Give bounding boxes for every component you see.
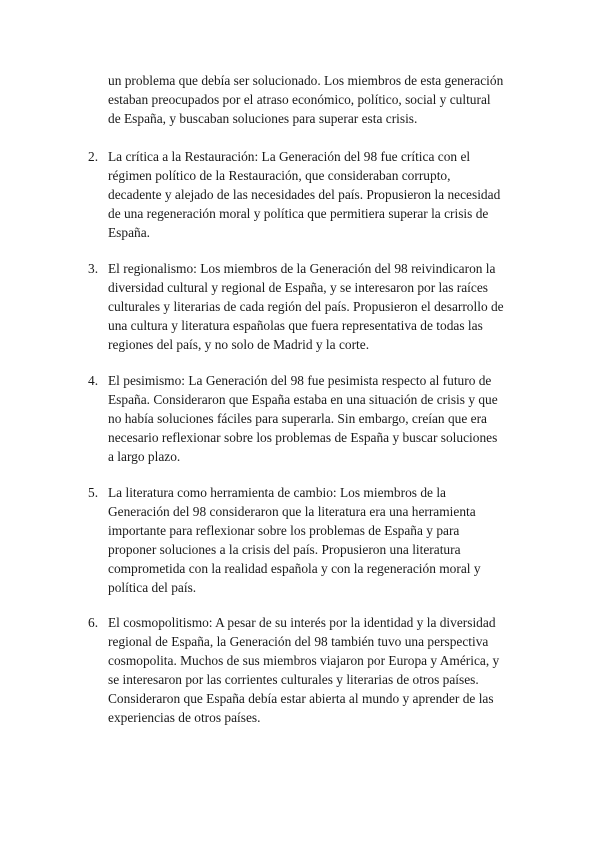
text-line: proponer soluciones a la crisis del país. Propusieron una literatura: [108, 542, 461, 557]
text-line: no había soluciones fáciles para superarla. Sin embargo, creían que era: [108, 411, 487, 426]
text-line: diversidad cultural y regional de España, y se interesaron por las raíces: [108, 280, 489, 295]
text-line: El pesimismo: La Generación del 98 fue pesimista respecto al futuro de: [108, 373, 492, 388]
text-line: a largo plazo.: [108, 449, 181, 464]
list-item-text: [108, 483, 528, 597]
text-line: cosmopolita. Muchos de sus miembros viajaron por Europa y América, y: [108, 653, 500, 668]
text-line: importante para reflexionar sobre los problemas de España y para: [108, 523, 460, 538]
text-line: política del país.: [108, 580, 197, 595]
text-line: España. Consideraron que España estaba en una situación de crisis y que: [108, 392, 498, 407]
list-item-text: [108, 613, 528, 727]
text-line: regional de España, la Generación del 98 también tuvo una perspectiva: [108, 634, 489, 649]
text-line: decadente y alejado de las necesidades del país. Propusieron la necesidad: [108, 187, 501, 202]
text-line: España.: [108, 225, 151, 240]
text-line: experiencias de otros países.: [108, 710, 261, 725]
list-item-number: 2.: [88, 149, 99, 164]
text-line: un problema que debía ser solucionado. Los miembros de esta generación: [108, 73, 504, 88]
text-line: regiones del país, y no solo de Madrid y la corte.: [108, 337, 370, 352]
continuation-paragraph: [108, 71, 528, 128]
text-line: El regionalismo: Los miembros de la Generación del 98 reivindicaron la: [108, 261, 496, 276]
list-item-text: [108, 259, 528, 354]
text-line: La crítica a la Restauración: La Generación del 98 fue crítica con el: [108, 149, 471, 164]
list-item-number: 4.: [88, 373, 99, 388]
text-line: necesario reflexionar sobre los problemas de España y buscar soluciones: [108, 430, 498, 445]
text-line: Generación del 98 consideraron que la literatura era una herramienta: [108, 504, 476, 519]
text-line: comprometida con la realidad española y con la regeneración moral y: [108, 561, 481, 576]
text-line: de una regeneración moral y política que permitiera superar la crisis de: [108, 206, 489, 221]
list-item-text: [108, 371, 528, 466]
text-line: estaban preocupados por el atraso económico, político, social y cultural: [108, 92, 491, 107]
text-line: de España, y buscaban soluciones para superar esta crisis.: [108, 111, 418, 126]
list-item-number: 5.: [88, 485, 99, 500]
text-line: El cosmopolitismo: A pesar de su interés por la identidad y la diversidad: [108, 615, 496, 630]
list-item-number: 6.: [88, 615, 99, 630]
text-line: culturales y literarias de cada región del país. Propusieron el desarrollo de: [108, 299, 504, 314]
text-line: una cultura y literatura españolas que fuera representativa de todas las: [108, 318, 483, 333]
text-line: Consideraron que España debía estar abierta al mundo y aprender de las: [108, 691, 494, 706]
list-item-text: [108, 147, 528, 242]
text-line: régimen político de la Restauración, que consideraban corrupto,: [108, 168, 451, 183]
list-item-number: 3.: [88, 261, 99, 276]
text-line: La literatura como herramienta de cambio: Los miembros de la: [108, 485, 446, 500]
text-line: se interesaron por las corrientes culturales y literarias de otros países.: [108, 672, 479, 687]
